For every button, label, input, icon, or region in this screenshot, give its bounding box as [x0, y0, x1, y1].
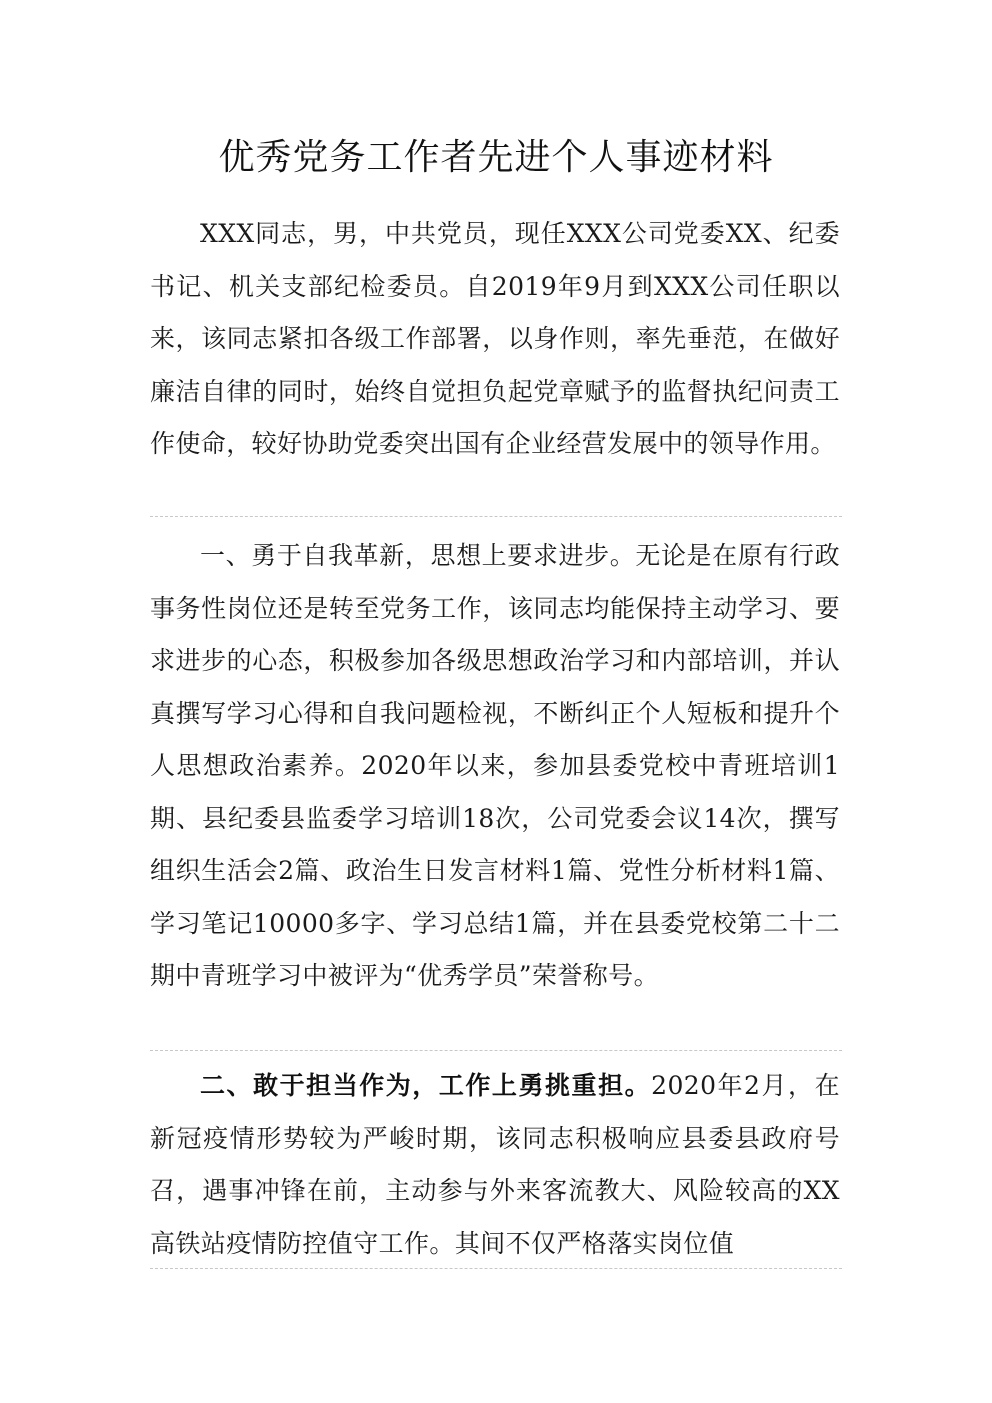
paragraph-section-one [150, 530, 840, 1050]
page-divider [150, 1050, 842, 1051]
page-divider [150, 516, 842, 517]
page-divider [150, 1268, 842, 1269]
document-title: 优秀党务工作者先进个人事迹材料 [218, 137, 774, 178]
paragraph-intro-text: XXX同志，男，中共党员，现任XXX公司党委XX、纪委书记、机关支部纪检委员。自2019年9月到XXX公司任职以来，该同志紧扣各级工作部署，以身作则，率先垂范，在做好廉洁自律的同时，始终自觉担负起党章赋予的监督执纪问责工作使命，较好协助党委突出国有企业经营发展中的领导作用。 [150, 219, 840, 458]
paragraph-section-two [150, 1060, 840, 1270]
paragraph-section-two-heading: 二、敢于担当作为，工作上勇挑重担。 [200, 1071, 652, 1100]
paragraph-section-one-text: 一、勇于自我革新，思想上要求进步。无论是在原有行政事务性岗位还是转至党务工作，该同志均能保持主动学习、要求进步的心态，积极参加各级思想政治学习和内部培训，并认真撰写学习心得和自我问题检视，不断纠正个人短板和提升个人思想政治素养。2020年以来，参加县委党校中青班培训1期、县纪委县监委学习培训18次，公司党委会议14次，撰写组织生活会2篇、政治生日发言材料1篇、党性分析材料1篇、学习笔记10000多字、学习总结1篇，并在县委党校第二十二期中青班学习中被评为“优秀学员”荣誉称号。 [150, 541, 840, 990]
paragraph-intro [150, 208, 840, 522]
paragraph-section-two-text: 2020年2月，在新冠疫情形势较为严峻时期，该同志积极响应县委县政府号召，遇事冲锋在前，主动参与外来客流教大、风险较高的XX高铁站疫情防控值守工作。其间不仅严格落实岗位值 [150, 1071, 840, 1258]
